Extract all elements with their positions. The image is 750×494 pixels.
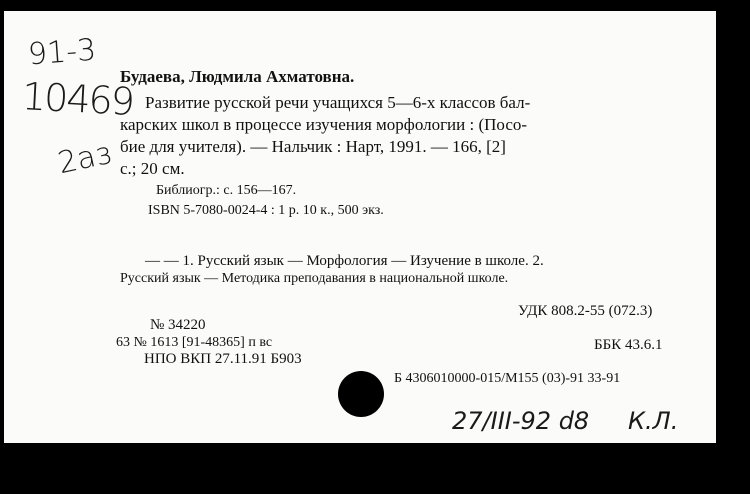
price-code: Б 4306010000-015/М155 (03)-91 33-91 xyxy=(394,371,621,386)
title-line-2: карских школ в процессе изучения морфологии : (Посо- xyxy=(120,115,528,134)
handwritten-shelf-mark: 91-3 xyxy=(26,32,98,73)
handwritten-inventory-number: 10469 xyxy=(20,74,134,124)
punch-hole xyxy=(338,371,384,417)
isbn-line: ISBN 5-7080-0024-4 : 1 р. 10 к., 500 экз. xyxy=(148,203,384,218)
bbk-classification: ББК 43.6.1 xyxy=(594,337,663,353)
title-line-4: с.; 20 см. xyxy=(120,159,185,178)
handwritten-initials-note: К.Л. xyxy=(628,407,679,435)
registration-line: 63 № 1613 [91-48365] п вс xyxy=(116,335,273,350)
subjects-line-1: — — 1. Русский язык — Морфология — Изучение в школе. 2. xyxy=(145,253,544,269)
title-line-1: Развитие русской речи учащихся 5—6-х классов бал- xyxy=(145,93,531,112)
title-line-3: бие для учителя). — Нальчик : Нарт, 1991. — 166, [2] xyxy=(120,137,506,156)
npo-line: НПО ВКП 27.11.91 Б903 xyxy=(144,351,302,367)
subjects-line-2: Русский язык — Методика преподавания в национальной школе. xyxy=(120,271,509,286)
card-number: № 34220 xyxy=(150,317,206,333)
handwritten-date-note: 27/III-92 d8 xyxy=(452,407,590,435)
author-heading: Будаева, Людмила Ахматовна. xyxy=(120,67,355,86)
handwritten-copies-note: 2aз xyxy=(54,135,115,182)
catalog-card xyxy=(4,11,716,443)
bibliography-note: Библиогр.: с. 156—167. xyxy=(156,183,297,198)
udc-classification: УДК 808.2-55 (072.3) xyxy=(518,303,653,319)
